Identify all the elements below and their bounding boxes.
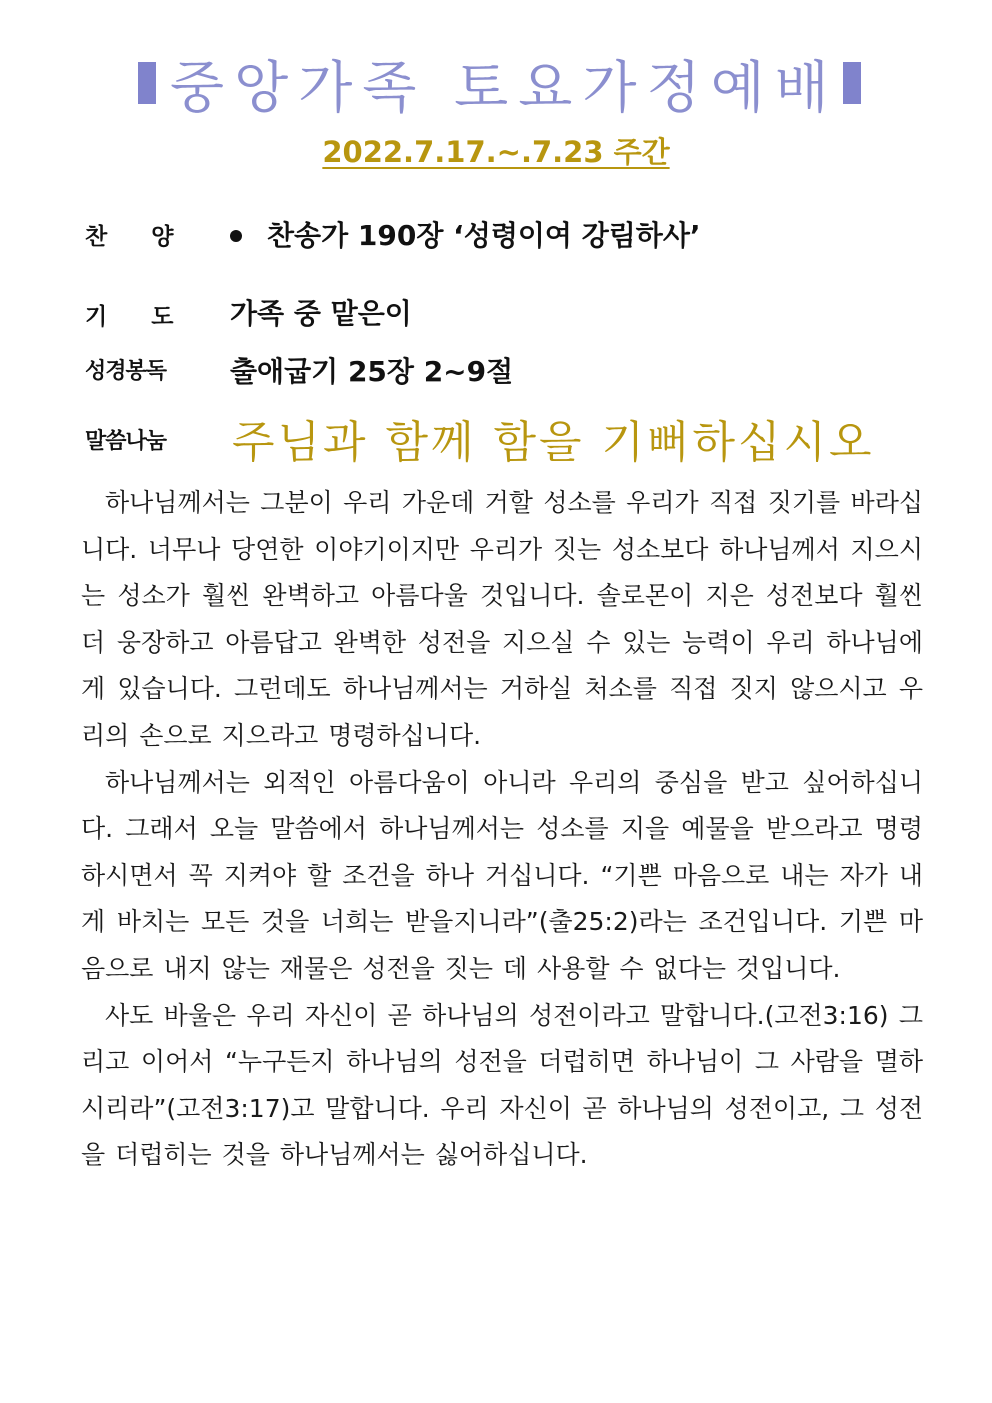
order-value-reading: 출애굽기 25장 2~9절 — [230, 355, 514, 388]
week-range-text: 2022.7.17.~.7.23 주간 — [322, 135, 670, 169]
sermon-paragraph-3: 사도 바울은 우리 자신이 곧 하나님의 성전이라고 말합니다.(고전3:16) 그리고 이어서 “누구든지 하나님의 성전을 더럽히면 하나님이 그 사람을 멸하시리라”(고전3:17)고 말합니다. 우리 자신이 곧 하나님의 성전이고, 그 성전을 더럽히는 것을 하나님께서는 싫어하십니다. — [81, 1000, 923, 1170]
title-bar-right — [843, 62, 861, 104]
sermon-title: 주님과 함께 함을 기뻐하십시오 — [232, 417, 875, 468]
order-label-reading: 성경봉독 — [85, 359, 167, 384]
week-range — [0, 130, 992, 171]
page-title: 중앙가족 토요가정예배 — [170, 56, 839, 121]
bullet-icon — [230, 230, 242, 242]
order-value-prayer: 가족 중 맡은이 — [230, 297, 412, 330]
order-value-hymn: 찬송가 190장 ‘성령이여 강림하사’ — [267, 219, 701, 252]
order-label-sermon: 말씀나눔 — [85, 429, 167, 454]
title-bar-left — [138, 62, 156, 104]
sermon-body — [81, 480, 923, 1179]
order-label-prayer: 기도 — [85, 304, 218, 330]
order-label-hymn: 찬양 — [85, 224, 218, 250]
sermon-paragraph-1: 하나님께서는 그분이 우리 가운데 거할 성소를 우리가 직접 짓기를 바라십니다. 너무나 당연한 이야기이지만 우리가 짓는 성소보다 하나님께서 지으시는 성소가 훨씬 완벽하고 아름다울 것입니다. 솔로몬이 지은 성전보다 훨씬 더 웅장하고 아름답고 완벽한 성전을 지으실 수 있는 능력이 우리 하나님에게 있습니다. 그런데도 하나님께서는 거하실 처소를 직접 짓지 않으시고 우리의 손으로 지으라고 명령하십니다. — [81, 488, 923, 750]
title-row — [0, 40, 992, 120]
sermon-paragraph-2: 하나님께서는 외적인 아름다움이 아니라 우리의 중심을 받고 싶어하십니다. 그래서 오늘 말씀에서 하나님께서는 성소를 지을 예물을 받으라고 명령하시면서 꼭 지켜야 할 조건을 하나 거십니다. “기쁜 마음으로 내는 자가 내게 바치는 모든 것을 너희는 받을지니라”(출25:2)라는 조건입니다. 기쁜 마음으로 내지 않는 재물은 성전을 짓는 데 사용할 수 없다는 것입니다. — [81, 767, 923, 983]
